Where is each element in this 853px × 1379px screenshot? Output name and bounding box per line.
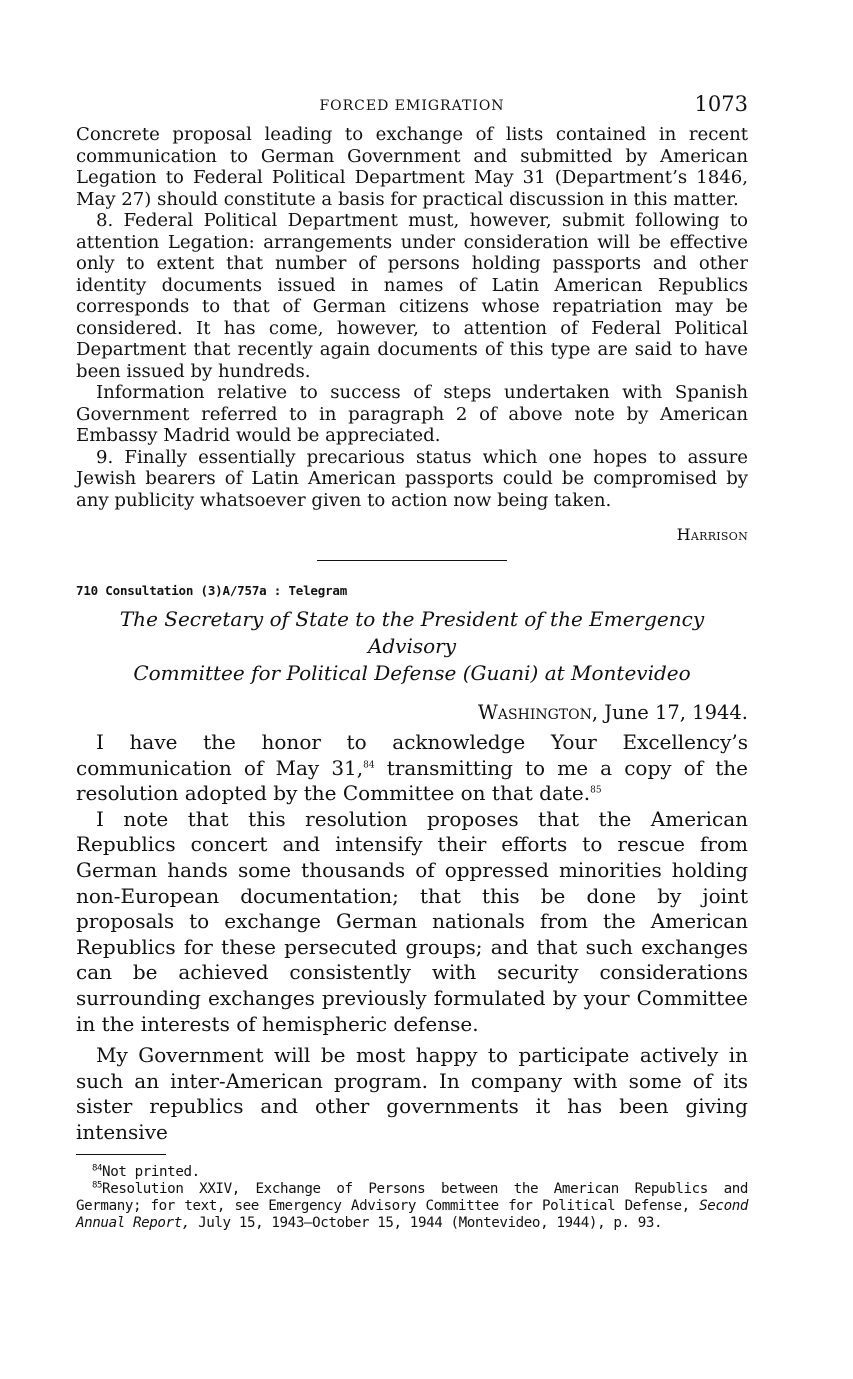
paragraph: 9. Finally essentially precarious status which one hopes to assure Jewish bearers of Latin American passports could be compromised by any publicity whatsoever given to action now being taken.: [76, 446, 748, 511]
page-number: 1073: [694, 92, 748, 116]
paragraph: 8. Federal Political Department must, however, submit following to attention Legation: arrangements under consideration will be effective only to extent that number of persons holding passports and other identity documents issued in names of Latin American Republics corresponds to that of German citizens whose repatriation may be considered. It has come, however, to attention of Federal Political Department that recently again documents of this type are said to have been issued by hundreds.: [76, 210, 748, 382]
document-title-line: The Secretary of State to the President of the Emergency Advisory: [119, 607, 705, 658]
footnote-divider: [76, 1154, 166, 1155]
section-divider: [317, 560, 507, 561]
footnote-84: $^{84}$Not printed.: [92, 1162, 200, 1180]
signature: Harrison: [676, 525, 748, 544]
previous-document-text: [76, 124, 748, 511]
paragraph: Information relative to success of steps undertaken with Spanish Government referred to in paragraph 2 of above note by American Embassy Madrid would be appreciated.: [76, 382, 748, 446]
footnote-85: $^{85}$Resolution XXIV, Exchange of Persons between the American Republics and Germany; for text, see Emergency Advisory Committee for Political Defense, Second Annual Report, July 15, 1943–October 15, 1944 (Montevideo, 1944), p. 93.: [76, 1180, 748, 1232]
footnotes: [76, 1164, 748, 1233]
paragraph: My Government will be most happy to participate actively in such an inter-American program. In company with some of its sister republics and other governments it has been giving intensive: [76, 1043, 748, 1144]
dateline-place: Washington,: [477, 701, 599, 724]
footnote-ref: 84: [363, 759, 375, 770]
page: [76, 90, 748, 1233]
dateline: [76, 701, 748, 724]
document-title-line: Committee for Political Defense (Guani) at Montevideo: [133, 661, 691, 685]
paragraph: Concrete proposal leading to exchange of lists contained in recent communication to German Government and submitted by American Legation to Federal Political Department May 31 (Department’s 1846, May 27) should constitute a basis for practical discussion in this matter.: [76, 124, 748, 210]
document-body: [76, 730, 748, 1146]
file-reference: 710 Consultation (3)A/757a : Telegram: [76, 583, 348, 598]
document-title: [76, 606, 748, 687]
dateline-date: June 17, 1944.: [604, 701, 748, 724]
page-header: [76, 90, 748, 124]
paragraph: I note that this resolution proposes that the American Republics concert and intensify their efforts to rescue from German hands some thousands of oppressed minorities holding non-European documentation; that this be done by joint proposals to exchange German nationals from the American Republics for these persecuted groups; and that such exchanges can be achieved consistently with security considerations surrounding exchanges previously formulated by your Committee in the interests of hemispheric defense.: [76, 806, 748, 1036]
footnote-ref: 85: [590, 785, 602, 796]
running-head: FORCED EMIGRATION: [319, 98, 505, 114]
paragraph: I have the honor to acknowledge Your Excellency’s communication of May 31,84 transmitting to me a copy of the resolution adopted by the Committee on that date.$^{85}$: [76, 730, 748, 806]
